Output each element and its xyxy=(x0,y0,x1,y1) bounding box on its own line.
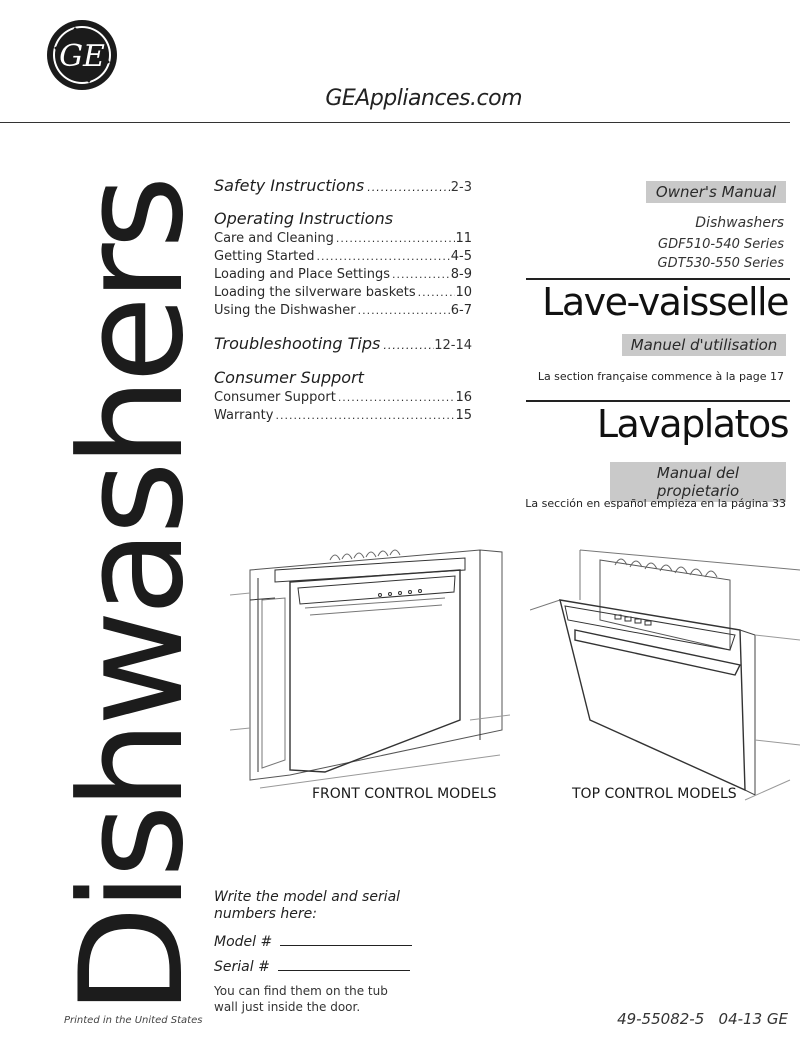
toc-section-title: Safety Instructions xyxy=(214,176,365,195)
top-divider xyxy=(0,122,790,123)
toc-item: Warranty ..... 15 xyxy=(214,407,472,425)
serial-number-blank[interactable] xyxy=(278,956,410,971)
serial-label: Serial # xyxy=(214,959,270,975)
product-name: Dishwashers xyxy=(695,215,784,231)
toc-consumer-support xyxy=(214,368,472,425)
toc-item: Getting Started ..... 4-5 xyxy=(214,248,472,266)
toc-item: Loading the silverware baskets ..... 10 xyxy=(214,284,472,302)
model-label: Model # xyxy=(214,934,273,950)
front-control-caption: FRONT CONTROL MODELS xyxy=(312,786,497,802)
ge-logo-mark xyxy=(46,19,118,91)
spanish-note: La sección en español empieza en la página 33 xyxy=(525,497,786,510)
french-manual-badge: Manuel d'utilisation xyxy=(622,334,786,356)
serial-number-row xyxy=(214,956,410,975)
toc-safety xyxy=(214,176,472,195)
ge-logo xyxy=(46,19,118,91)
french-note: La section française commence à la page 17 xyxy=(537,370,784,383)
vertical-title: Dishwashers xyxy=(50,181,215,1015)
top-control-caption: TOP CONTROL MODELS xyxy=(572,786,737,802)
toc-item: Consumer Support ..... 16 xyxy=(214,389,472,407)
spanish-manual-badge: Manual del propietario xyxy=(610,462,786,502)
logo-lettering: GE xyxy=(59,39,105,74)
publication-number: 49-55082-5 04-13 GE xyxy=(617,1010,788,1028)
printed-in-note: Printed in the United States xyxy=(64,1015,203,1026)
top-control-illustration xyxy=(530,540,800,805)
toc-section-pages: 12-14 xyxy=(434,338,472,353)
toc-section-title: Troubleshooting Tips xyxy=(214,334,381,353)
toc-operating xyxy=(214,209,472,320)
toc-troubleshooting xyxy=(214,334,472,353)
toc-section-title: Operating Instructions xyxy=(214,209,394,228)
record-hint: You can find them on the tub wall just inside the door. xyxy=(214,984,388,1014)
front-control-illustration xyxy=(230,540,510,805)
series-line-1: GDF510-540 Series xyxy=(658,237,784,252)
toc-item: Loading and Place Settings ..... 8-9 xyxy=(214,266,472,284)
website-url: GEAppliances.com xyxy=(325,86,522,111)
toc-item: Using the Dishwasher ..... 6-7 xyxy=(214,302,472,320)
owners-manual-badge: Owner's Manual xyxy=(646,181,786,203)
french-title: Lave-vaisselle xyxy=(542,280,788,324)
front-control-drawing xyxy=(230,540,510,805)
model-number-blank[interactable] xyxy=(280,931,412,946)
spanish-title: Lavaplatos xyxy=(596,402,788,446)
record-prompt: Write the model and serial numbers here: xyxy=(214,889,401,922)
toc-item: Care and Cleaning ..... 11 xyxy=(214,230,472,248)
top-control-drawing xyxy=(530,540,800,805)
toc-section-pages: 2-3 xyxy=(450,180,472,195)
series-line-2: GDT530-550 Series xyxy=(657,256,784,271)
toc-section-title: Consumer Support xyxy=(214,368,364,387)
model-number-row xyxy=(214,931,412,950)
